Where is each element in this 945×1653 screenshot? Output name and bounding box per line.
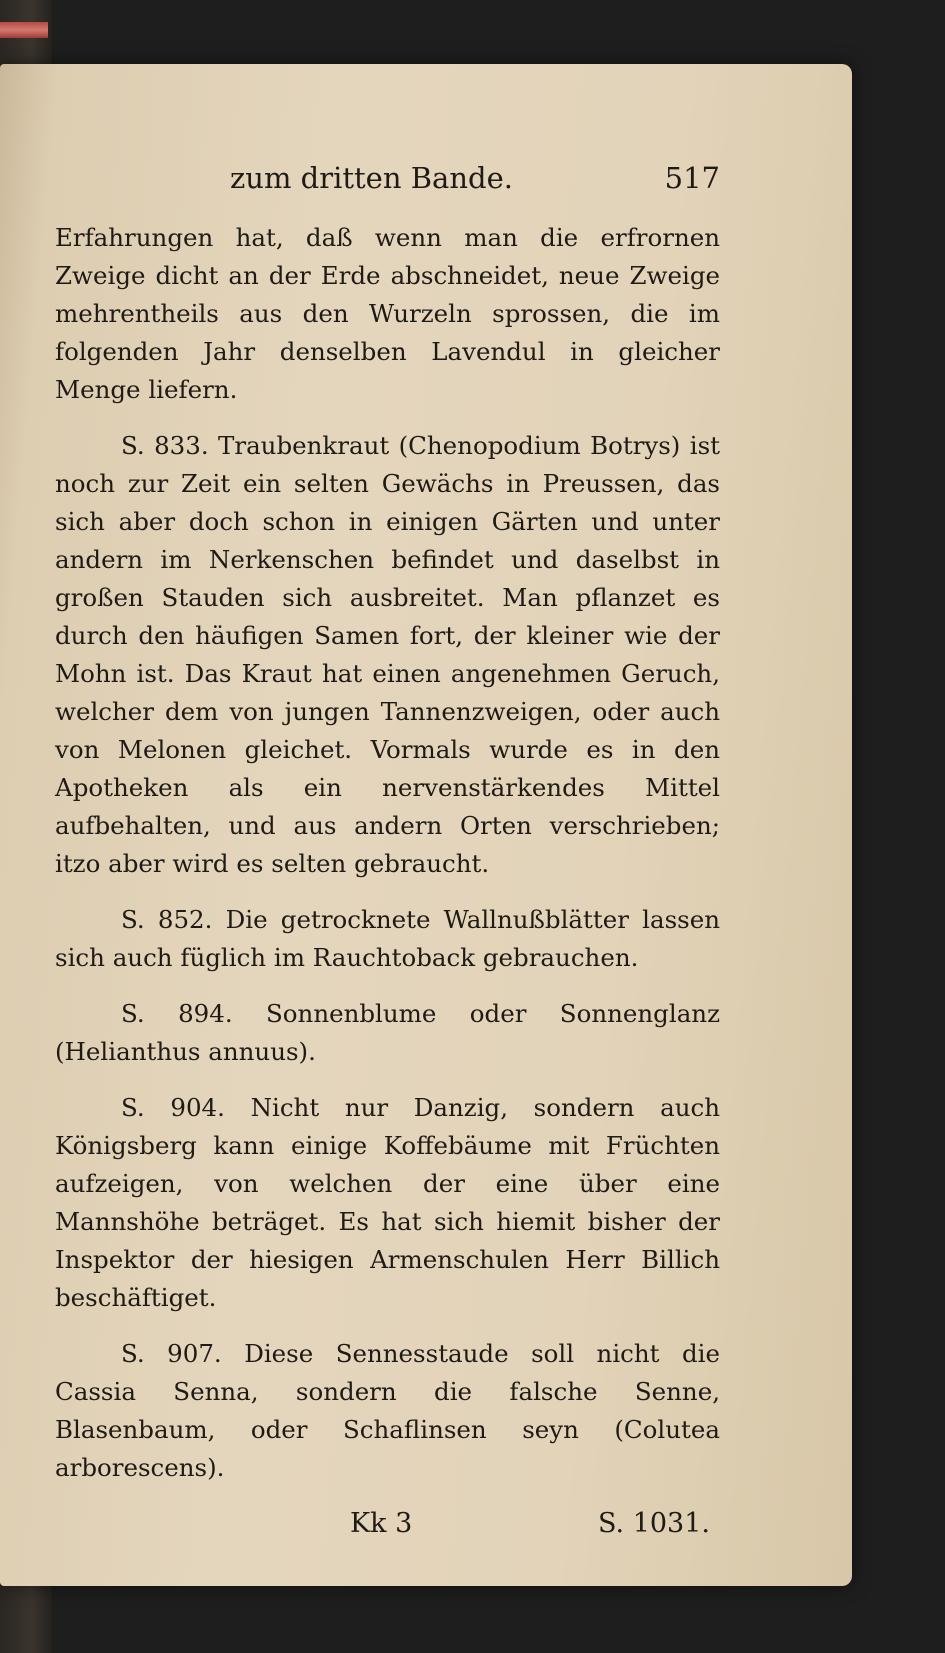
bookmark-ribbon bbox=[0, 22, 48, 38]
running-title: zum dritten Bande. bbox=[230, 161, 513, 195]
paragraph-852: S. 852. Die getrocknete Wallnußblätter lassen sich auch füglich im Rauchtoback gebrauchen. bbox=[55, 905, 720, 972]
paragraph-894: S. 894. Sonnenblume oder Sonnenglanz (Helianthus annuus). bbox=[55, 999, 720, 1066]
page-sheet bbox=[0, 64, 852, 1586]
page-footer bbox=[55, 1505, 720, 1545]
paragraph-833: S. 833. Traubenkraut (Chenopodium Botrys) ist noch zur Zeit ein selten Gewächs in Preussen, das sich aber doch schon in einigen Gärten und unter andern im Nerkenschen befindet und daselbst in großen Stauden sich ausbreitet. Man pflanzet es durch den häufigen Samen fort, der kleiner wie der Mohn ist. Das Kraut hat einen angenehmen Geruch, welcher dem von jungen Tannenzweigen, oder auch von Melonen gleichet. Vormals wurde es in den Apotheken als ein nervenstärkendes Mittel aufbehalten, und aus andern Orten verschrieben; itzo aber wird es selten gebraucht. bbox=[55, 431, 720, 878]
paragraph-907: S. 907. Diese Sennesstaude soll nicht die Cassia Senna, sondern die falsche Senne, Blasenbaum, oder Schaflinsen seyn (Colutea arborescens). bbox=[55, 1339, 720, 1482]
catchword: S. 1031. bbox=[598, 1508, 710, 1539]
paragraph-continuation: Erfahrungen hat, daß wenn man die erfrornen Zweige dicht an der Erde abschneidet, neue Zweige mehrentheils aus den Wurzeln sprossen, die im folgenden Jahr denselben Lavendul in gleicher Menge liefern. bbox=[55, 223, 720, 404]
running-header bbox=[55, 159, 720, 217]
paragraph-904: S. 904. Nicht nur Danzig, sondern auch Königsberg kann einige Koffebäume mit Früchten aufzeigen, von welchen der eine über eine Mannshöhe beträget. Es hat sich hiemit bisher der Inspektor der hiesigen Armenschulen Herr Billich beschäftiget. bbox=[55, 1093, 720, 1312]
page-number: 517 bbox=[664, 161, 720, 195]
text-block bbox=[55, 159, 720, 1545]
signature-mark: Kk 3 bbox=[350, 1508, 413, 1539]
